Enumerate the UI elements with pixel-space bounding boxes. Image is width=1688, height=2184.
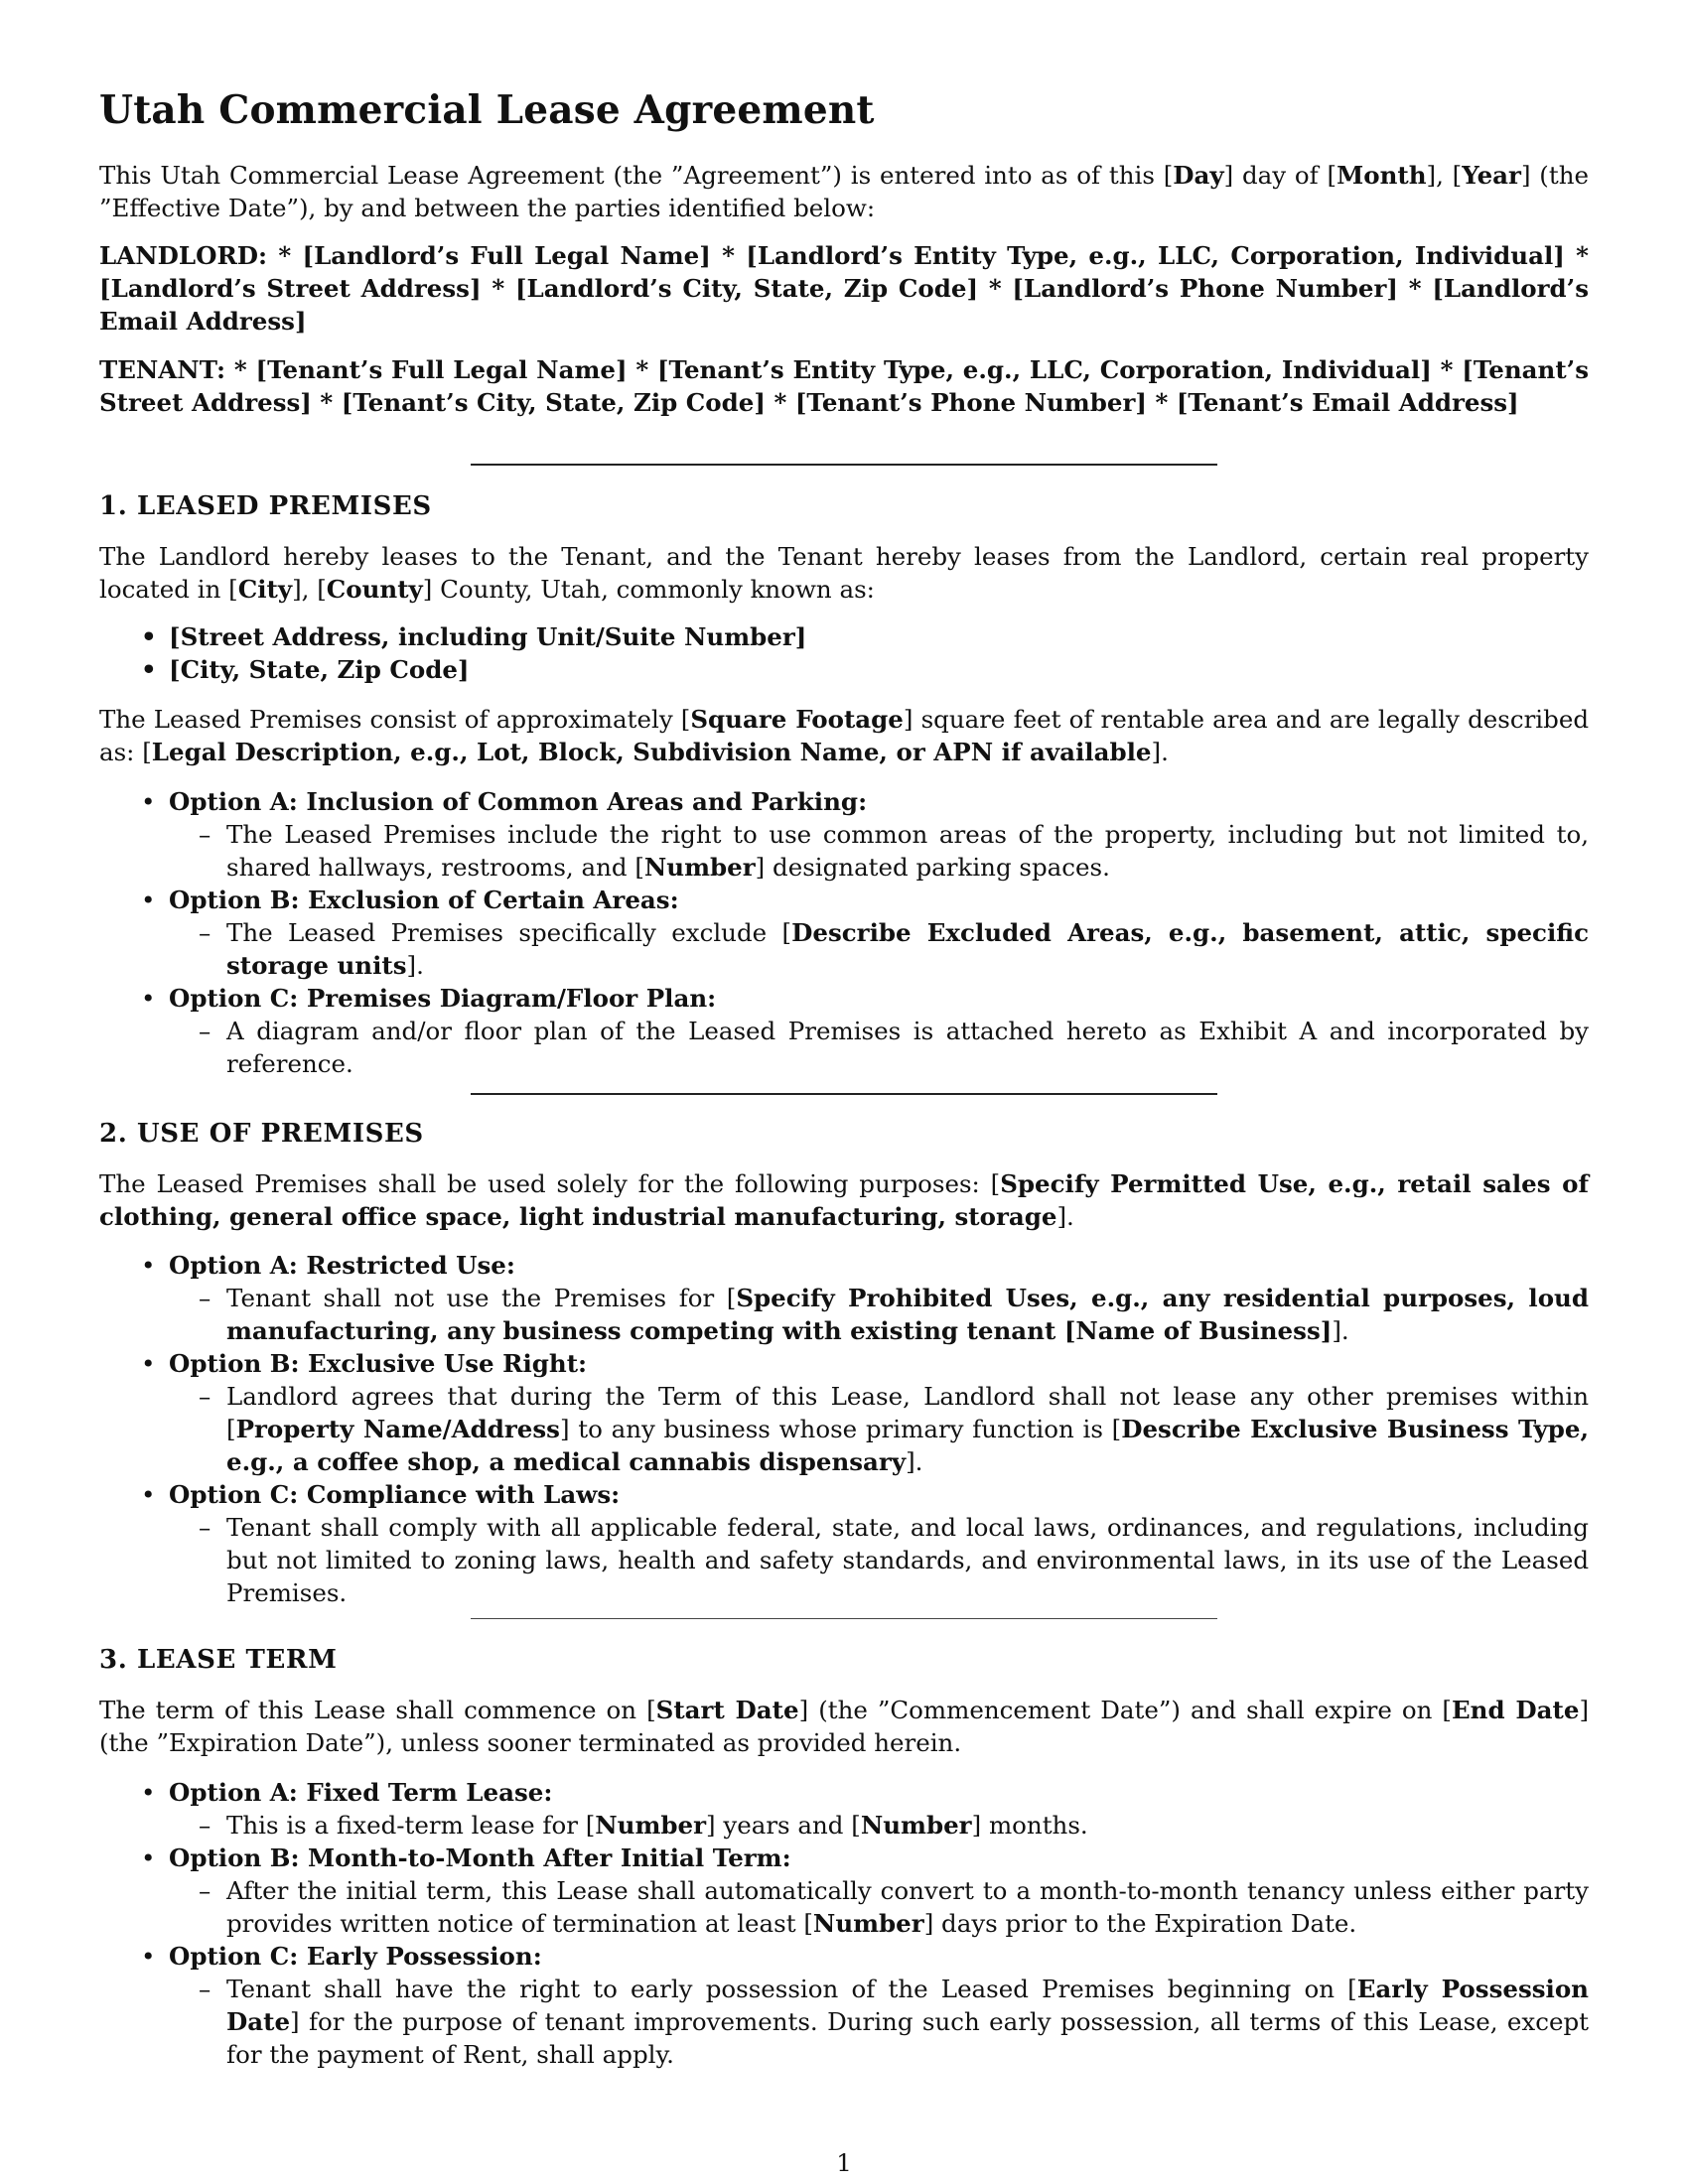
- section-1-paragraph-1: The Landlord hereby leases to the Tenant, and the Tenant hereby leases from the Landlord, certain real property located in [City], [County] County, Utah, commonly known as:: [99, 542, 1589, 604]
- tenant-block: TENANT: * [Tenant’s Full Legal Name] * [Tenant’s Entity Type, e.g., LLC, Corporation, Individual] * [Tenant’s Street Address] * [Tenant’s City, State, Zip Code] * [Tenant’s Phone Number] * [Tenant’s Email Address]: [99, 355, 1589, 417]
- list-item: • Option B: Month-to-Month After Initial Term: – After the initial term, this Lease shall automatically convert to a month-to-month tenancy unless either party provides written notice of termination at least [Number] days prior to the Expiration Date.: [99, 1842, 1589, 1940]
- list-item: • Option B: Exclusion of Certain Areas: – The Leased Premises specifically exclude [Describe Excluded Areas, e.g., basement, attic, specific storage units].: [99, 884, 1589, 982]
- list-item: • Option A: Restricted Use: – Tenant shall not use the Premises for [Specify Prohibited Uses, e.g., any residential purposes, loud manufacturing, any business competing with existing tenant [Name of Business]].: [99, 1249, 1589, 1347]
- list-item: – Tenant shall have the right to early possession of the Leased Premises beginning on [Early Possession Date] for the purpose of tenant improvements. During such early possession, all terms of this Lease, except for the payment of Rent, shall apply.: [167, 1973, 1589, 2071]
- section-1-options: [99, 785, 1589, 1080]
- section-divider: [471, 1093, 1217, 1095]
- document-title: Utah Commercial Lease Agreement: [99, 87, 875, 133]
- intro-paragraph: This Utah Commercial Lease Agreement (the ”Agreement”) is entered into as of this [Day] day of [Month], [Year] (the ”Effective Date”), by and between the parties identified below:: [99, 161, 1589, 222]
- list-item: – Tenant shall not use the Premises for [Specify Prohibited Uses, e.g., any residential purposes, loud manufacturing, any business competing with existing tenant [Name of Business]].: [167, 1282, 1589, 1347]
- list-item: • Option C: Early Possession: – Tenant shall have the right to early possession of the Leased Premises beginning on [Early Possession Date] for the purpose of tenant improvements. During such early possession, all terms of this Lease, except for the payment of Rent, shall apply.: [99, 1940, 1589, 2071]
- list-item: – A diagram and/or floor plan of the Leased Premises is attached hereto as Exhibit A and incorporated by reference.: [167, 1015, 1589, 1080]
- section-3-options: [99, 1776, 1589, 2071]
- list-item: – The Leased Premises specifically exclude [Describe Excluded Areas, e.g., basement, attic, specific storage units].: [167, 916, 1589, 982]
- section-2-heading: 2. USE OF PREMISES: [99, 1119, 424, 1149]
- list-item: • [City, State, Zip Code]: [99, 653, 1589, 686]
- section-2-options: [99, 1249, 1589, 1609]
- list-item: • Option B: Exclusive Use Right: – Landlord agrees that during the Term of this Lease, Landlord shall not lease any other premises within [Property Name/Address] to any business whose primary function is [Describe Exclusive Business Type, e.g., a coffee shop, a medical cannabis dispensary].: [99, 1347, 1589, 1478]
- list-item: – Landlord agrees that during the Term of this Lease, Landlord shall not lease any other premises within [Property Name/Address] to any business whose primary function is [Describe Exclusive Business Type, e.g., a coffee shop, a medical cannabis dispensary].: [167, 1380, 1589, 1478]
- page-number: 1: [836, 2148, 852, 2177]
- document-page: [99, 0, 1589, 2184]
- list-item: • Option C: Premises Diagram/Floor Plan: – A diagram and/or floor plan of the Leased Premises is attached hereto as Exhibit A and incorporated by reference.: [99, 982, 1589, 1080]
- list-item: • Option A: Inclusion of Common Areas and Parking: – The Leased Premises include the right to use common areas of the property, including but not limited to, shared hallways, restrooms, and [Number] designated parking spaces.: [99, 785, 1589, 884]
- section-3-paragraph-1: The term of this Lease shall commence on [Start Date] (the ”Commencement Date”) and shall expire on [End Date] (the ”Expiration Date”), unless sooner terminated as provided herein.: [99, 1696, 1589, 1757]
- list-item: – The Leased Premises include the right to use common areas of the property, including but not limited to, shared hallways, restrooms, and [Number] designated parking spaces.: [167, 818, 1589, 884]
- section-divider: [471, 1618, 1217, 1619]
- section-1-paragraph-2: The Leased Premises consist of approximately [Square Footage] square feet of rentable area and are legally described as: [Legal Description, e.g., Lot, Block, Subdivision Name, or APN if available].: [99, 705, 1590, 766]
- premises-address-list: [99, 620, 1589, 686]
- list-item: • Option C: Compliance with Laws: – Tenant shall comply with all applicable federal, state, and local laws, ordinances, and regulations, including but not limited to zoning laws, health and safety standards, and environmental laws, in its use of the Leased Premises.: [99, 1478, 1589, 1609]
- list-item: – Tenant shall comply with all applicable federal, state, and local laws, ordinances, and regulations, including but not limited to zoning laws, health and safety standards, and environmental laws, in its use of the Leased Premises.: [167, 1511, 1589, 1609]
- landlord-block: LANDLORD: * [Landlord’s Full Legal Name] * [Landlord’s Entity Type, e.g., LLC, Corporation, Individual] * [Landlord’s Street Address] * [Landlord’s City, State, Zip Code] * [Landlord’s Phone Number] * [Landlord’s Email Address]: [99, 241, 1589, 336]
- list-item: – This is a fixed-term lease for [Number] years and [Number] months.: [167, 1809, 1589, 1842]
- list-item: • [Street Address, including Unit/Suite Number]: [99, 620, 1589, 653]
- section-divider: [471, 464, 1217, 466]
- section-3-heading: 3. LEASE TERM: [99, 1645, 338, 1675]
- section-1-heading: 1. LEASED PREMISES: [99, 491, 432, 521]
- list-item: • Option A: Fixed Term Lease: – This is a fixed-term lease for [Number] years and [Number] months.: [99, 1776, 1589, 1842]
- list-item: – After the initial term, this Lease shall automatically convert to a month-to-month tenancy unless either party provides written notice of termination at least [Number] days prior to the Expiration Date.: [167, 1874, 1589, 1940]
- section-2-paragraph-1: The Leased Premises shall be used solely for the following purposes: [Specify Permitted Use, e.g., retail sales of clothing, general office space, light industrial manufacturing, storage].: [99, 1169, 1590, 1231]
